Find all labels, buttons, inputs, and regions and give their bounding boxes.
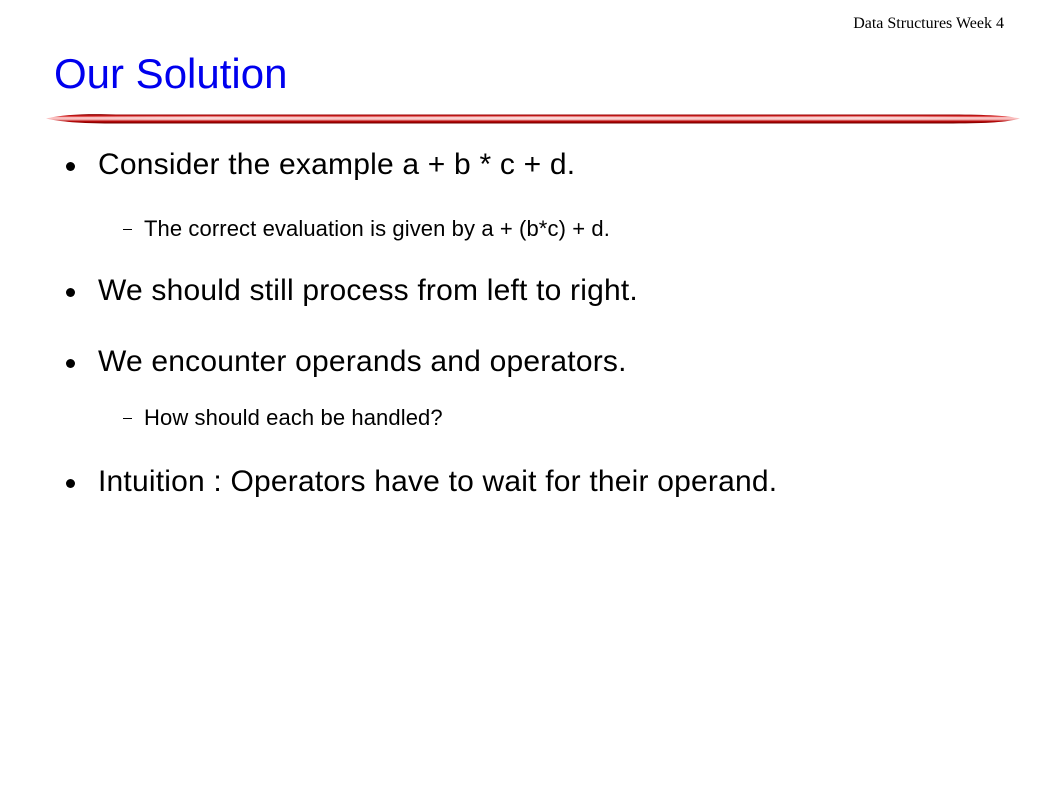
title-divider [46,113,1020,125]
filled-circle-bullet-icon [66,162,75,171]
sub-bullet-text: The correct evaluation is given by a + (b*c) + d. [144,216,610,241]
filled-circle-bullet-icon [66,359,75,368]
filled-circle-bullet-icon [66,288,75,297]
bullet-text: Intuition : Operators have to wait for their operand. [98,465,778,498]
slide-title: Our Solution [54,50,288,97]
dash-bullet-icon [123,229,132,230]
dash-bullet-icon [123,418,132,419]
header-note: Data Structures Week 4 [853,15,1004,32]
filled-circle-bullet-icon [66,479,75,488]
bullet-text: We encounter operands and operators. [98,345,627,378]
bullet-text: Consider the example a + b * c + d. [98,148,576,181]
sub-bullet-text: How should each be handled? [144,405,443,430]
bullet-text: We should still process from left to right. [98,274,638,307]
